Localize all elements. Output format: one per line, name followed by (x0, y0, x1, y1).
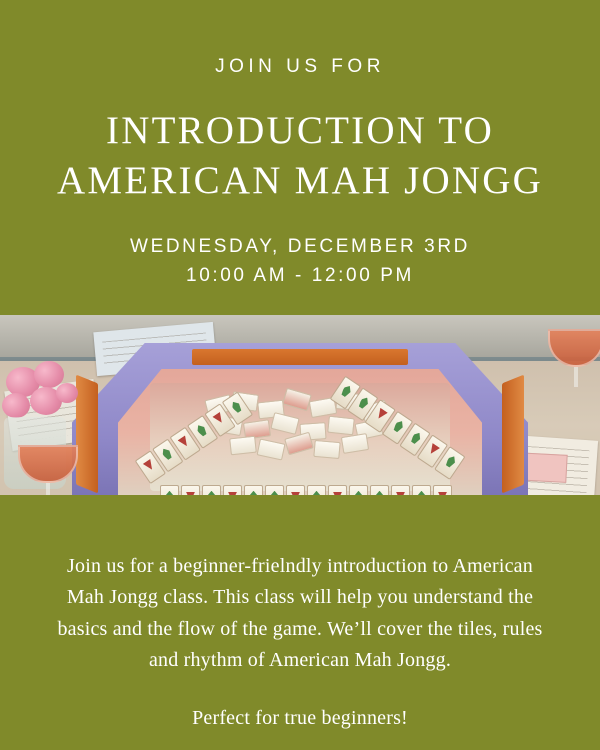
description-text: Join us for a beginner-frielndly introduction to American Mah Jongg class. This class will help you understand the basics and the flow of the game. We’ll cover the tiles, rules and rhythm of American Mah Jongg. (57, 554, 543, 672)
page-title (0, 106, 600, 206)
photo-cocktail-glass (548, 329, 600, 387)
poster-header (0, 0, 600, 291)
photo-rack-right (502, 374, 524, 493)
title-line-1: INTRODUCTION TO (106, 109, 494, 152)
eyebrow-text: JOIN US FOR (215, 56, 385, 77)
tagline-text: Perfect for true beginners! (192, 707, 408, 729)
mahjong-photo (0, 315, 600, 495)
event-date: WEDNESDAY, DECEMBER 3RD (130, 235, 470, 257)
photo-rack-top (192, 349, 408, 365)
title-line-2: AMERICAN MAH JONGG (57, 158, 543, 202)
poster-description (0, 495, 600, 750)
photo-tile-row-bottom (160, 485, 452, 495)
event-time: 10:00 AM - 12:00 PM (186, 265, 414, 287)
event-datetime (0, 232, 600, 291)
photo-mahjong-board (72, 343, 528, 495)
photo-cocktail-glass (18, 445, 78, 495)
